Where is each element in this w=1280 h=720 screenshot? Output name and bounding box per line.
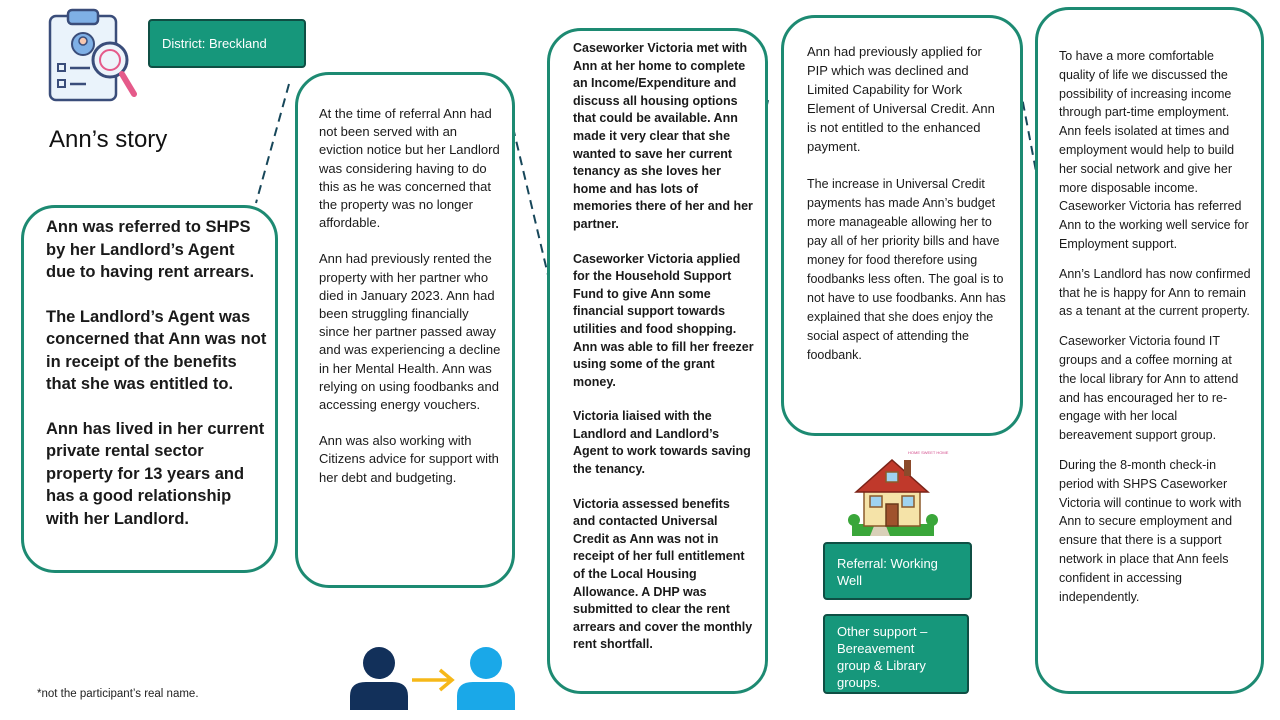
story-box-referral <box>21 205 278 573</box>
footnote: *not the participant’s real name. <box>37 688 199 700</box>
person-light-icon <box>455 646 517 710</box>
box2-paragraph: Ann had previously rented the property with her partner who died in January 2023. Ann had been struggling financially since her partner passed away and was experiencing a decline in her Mental Health. Ann was relying on using foodbanks and accessing energy vouchers. <box>319 251 501 413</box>
box1-paragraph: Ann has lived in her current private rental sector property for 13 years and has a good relationship with her Landlord. <box>46 419 265 528</box>
box3-paragraph: Caseworker Victoria met with Ann at her home to complete an Income/Expenditure and discuss all housing options that could be available. Ann made it very clear that she wanted to save her current tenancy as she loves her home and has lots of memories there of her and her partner. <box>573 41 753 231</box>
box3-paragraph: Victoria liaised with the Landlord and Landlord’s Agent to work towards saving the tenancy. <box>573 409 751 477</box>
box5-paragraph: Caseworker Victoria found IT groups and a coffee morning at the local library for Ann to attend and has encouraged her to re-engage with her local bereavement support group. <box>1059 334 1239 443</box>
box5-paragraph: During the 8-month check-in period with SHPS Caseworker Victoria will continue to work with Ann to secure employment and ensure that there is a support network in place that Ann feels confident in accessing independently. <box>1059 457 1242 604</box>
other-support-line: Bereavement <box>837 641 915 656</box>
referral-line: Well <box>837 573 863 588</box>
clipboard-search-icon <box>46 8 138 102</box>
person-dark-icon <box>348 646 410 710</box>
other-support-line: Other support – <box>837 624 928 639</box>
referral-line: Referral: Working <box>837 556 938 571</box>
district-label: District: Breckland <box>162 36 267 51</box>
box3-paragraph: Caseworker Victoria applied for the Household Support Fund to give Ann some financial support towards utilities and food shopping. Ann was able to fill her freezer using some of the grant money. <box>573 251 754 389</box>
story-box-benefits <box>781 15 1023 436</box>
arrow-right-icon <box>410 667 456 693</box>
box5-paragraph: Ann’s Landlord has now confirmed that he is happy for Ann to remain as a tenant at the current property. <box>1059 266 1251 319</box>
box4-paragraph: The increase in Universal Credit payments has made Ann’s budget more manageable allowing her to pay all of her priority bills and have money for food therefore using foodbanks less often. The goal is to not have to use foodbanks. Ann has explained that she does enjoy the social aspect of attending the foodbank. <box>807 177 1006 362</box>
box1-paragraph: Ann was referred to SHPS by her Landlord’s Agent due to having rent arrears. <box>46 218 255 281</box>
other-support-tag <box>823 614 969 694</box>
box1-paragraph: The Landlord’s Agent was concerned that Ann was not in receipt of the benefits that she was entitled to. <box>46 307 267 393</box>
box3-paragraph: Victoria assessed benefits and contacted Universal Credit as Ann was not in receipt of her full entitlement of the Local Housing Allowance. A DHP was submitted to clear the rent arrears and cover the monthly rent shortfall. <box>573 496 753 652</box>
box4-paragraph: Ann had previously applied for PIP which was declined and Limited Capability for Work Element of Universal Credit. Ann is not entitled to the enhanced payment. <box>807 44 995 154</box>
story-box-actions <box>547 28 768 694</box>
story-box-outcomes <box>1035 7 1264 694</box>
box2-paragraph: Ann was also working with Citizens advice for support with her debt and budgeting. <box>319 433 499 485</box>
box5-paragraph: To have a more comfortable quality of life we discussed the possibility of increasing income through part-time employment. Ann feels isolated at times and employment would help to build her social network and give her more disposable income. Caseworker Victoria has referred Ann to the working well service for Employment support. <box>1059 49 1249 251</box>
house-banner: HOME SWEET HOME <box>908 450 949 455</box>
story-box-background <box>295 72 515 588</box>
referral-tag <box>823 542 972 600</box>
other-support-line: group & Library <box>837 658 926 673</box>
page-title: Ann’s story <box>49 126 168 153</box>
box2-paragraph: At the time of referral Ann had not been served with an eviction notice but her Landlord was considering having to do this as he was concerned that the property was no longer affordable. <box>319 106 500 231</box>
district-tag <box>148 19 306 68</box>
other-support-line: groups. <box>837 675 881 690</box>
house-icon <box>848 446 949 538</box>
